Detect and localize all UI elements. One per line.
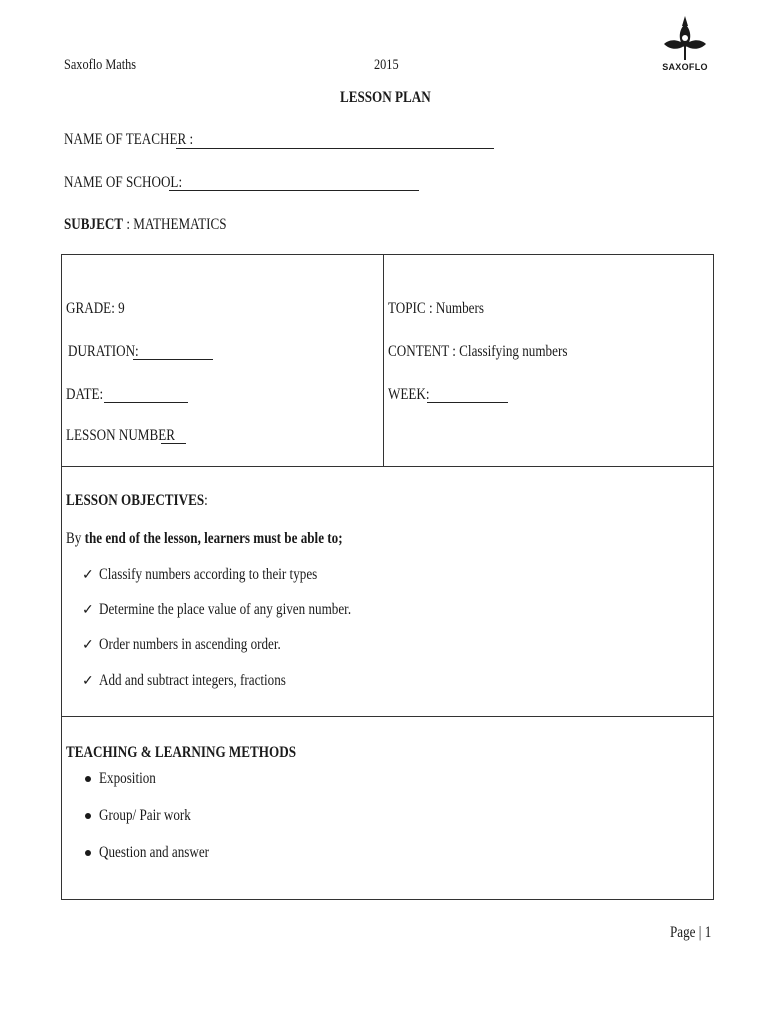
objective-item: Add and subtract integers, fractions (99, 672, 286, 689)
leaf-logo-icon (660, 14, 710, 62)
week-blank[interactable] (427, 402, 508, 403)
date-blank[interactable] (104, 402, 188, 403)
subject-value: : MATHEMATICS (123, 216, 227, 233)
bullet-icon (85, 850, 91, 856)
bullet-icon (85, 776, 91, 782)
info-column-divider (383, 254, 384, 466)
lesson-number-blank[interactable] (161, 443, 186, 444)
week-label: WEEK: (388, 386, 430, 403)
school-name-label: NAME OF SCHOOL: (64, 174, 183, 191)
topic-field: TOPIC : Numbers (388, 300, 484, 317)
page-number: Page | 1 (670, 924, 712, 941)
page-title: LESSON PLAN (339, 89, 431, 106)
objective-item: Order numbers in ascending order. (99, 636, 281, 653)
saxoflo-logo (660, 14, 710, 76)
objectives-intro: By the end of the lesson, learners must be able to; (66, 530, 343, 547)
objective-item: Determine the place value of any given number. (99, 601, 352, 618)
method-item: Exposition (99, 770, 156, 787)
grade-field: GRADE: 9 (66, 300, 125, 317)
teacher-name-blank[interactable] (176, 148, 494, 149)
objectives-divider (61, 466, 714, 467)
subject-label: SUBJECT (64, 216, 124, 233)
lesson-number-label: LESSON NUMBER (66, 427, 175, 444)
check-icon: ✓ (82, 674, 94, 689)
duration-label: DURATION: (68, 343, 139, 360)
method-item: Question and answer (99, 844, 210, 861)
method-item: Group/ Pair work (99, 807, 191, 824)
duration-blank[interactable] (133, 359, 213, 360)
check-icon: ✓ (82, 603, 94, 618)
school-name-blank[interactable] (169, 190, 419, 191)
check-icon: ✓ (82, 638, 94, 653)
bullet-icon (85, 813, 91, 819)
header-year: 2015 (374, 57, 399, 73)
teacher-name-label: NAME OF TEACHER : (64, 131, 194, 148)
objectives-heading: LESSON OBJECTIVES: (66, 492, 208, 509)
methods-heading: TEACHING & LEARNING METHODS (66, 744, 296, 761)
methods-divider (61, 716, 714, 717)
logo-text: SAXOFLO (662, 62, 708, 72)
subject-field (64, 216, 227, 234)
objective-item: Classify numbers according to their types (99, 566, 318, 583)
content-field: CONTENT : Classifying numbers (388, 343, 568, 360)
date-label: DATE: (66, 386, 104, 403)
header-subject: Saxoflo Maths (64, 57, 137, 73)
check-icon: ✓ (82, 568, 94, 583)
